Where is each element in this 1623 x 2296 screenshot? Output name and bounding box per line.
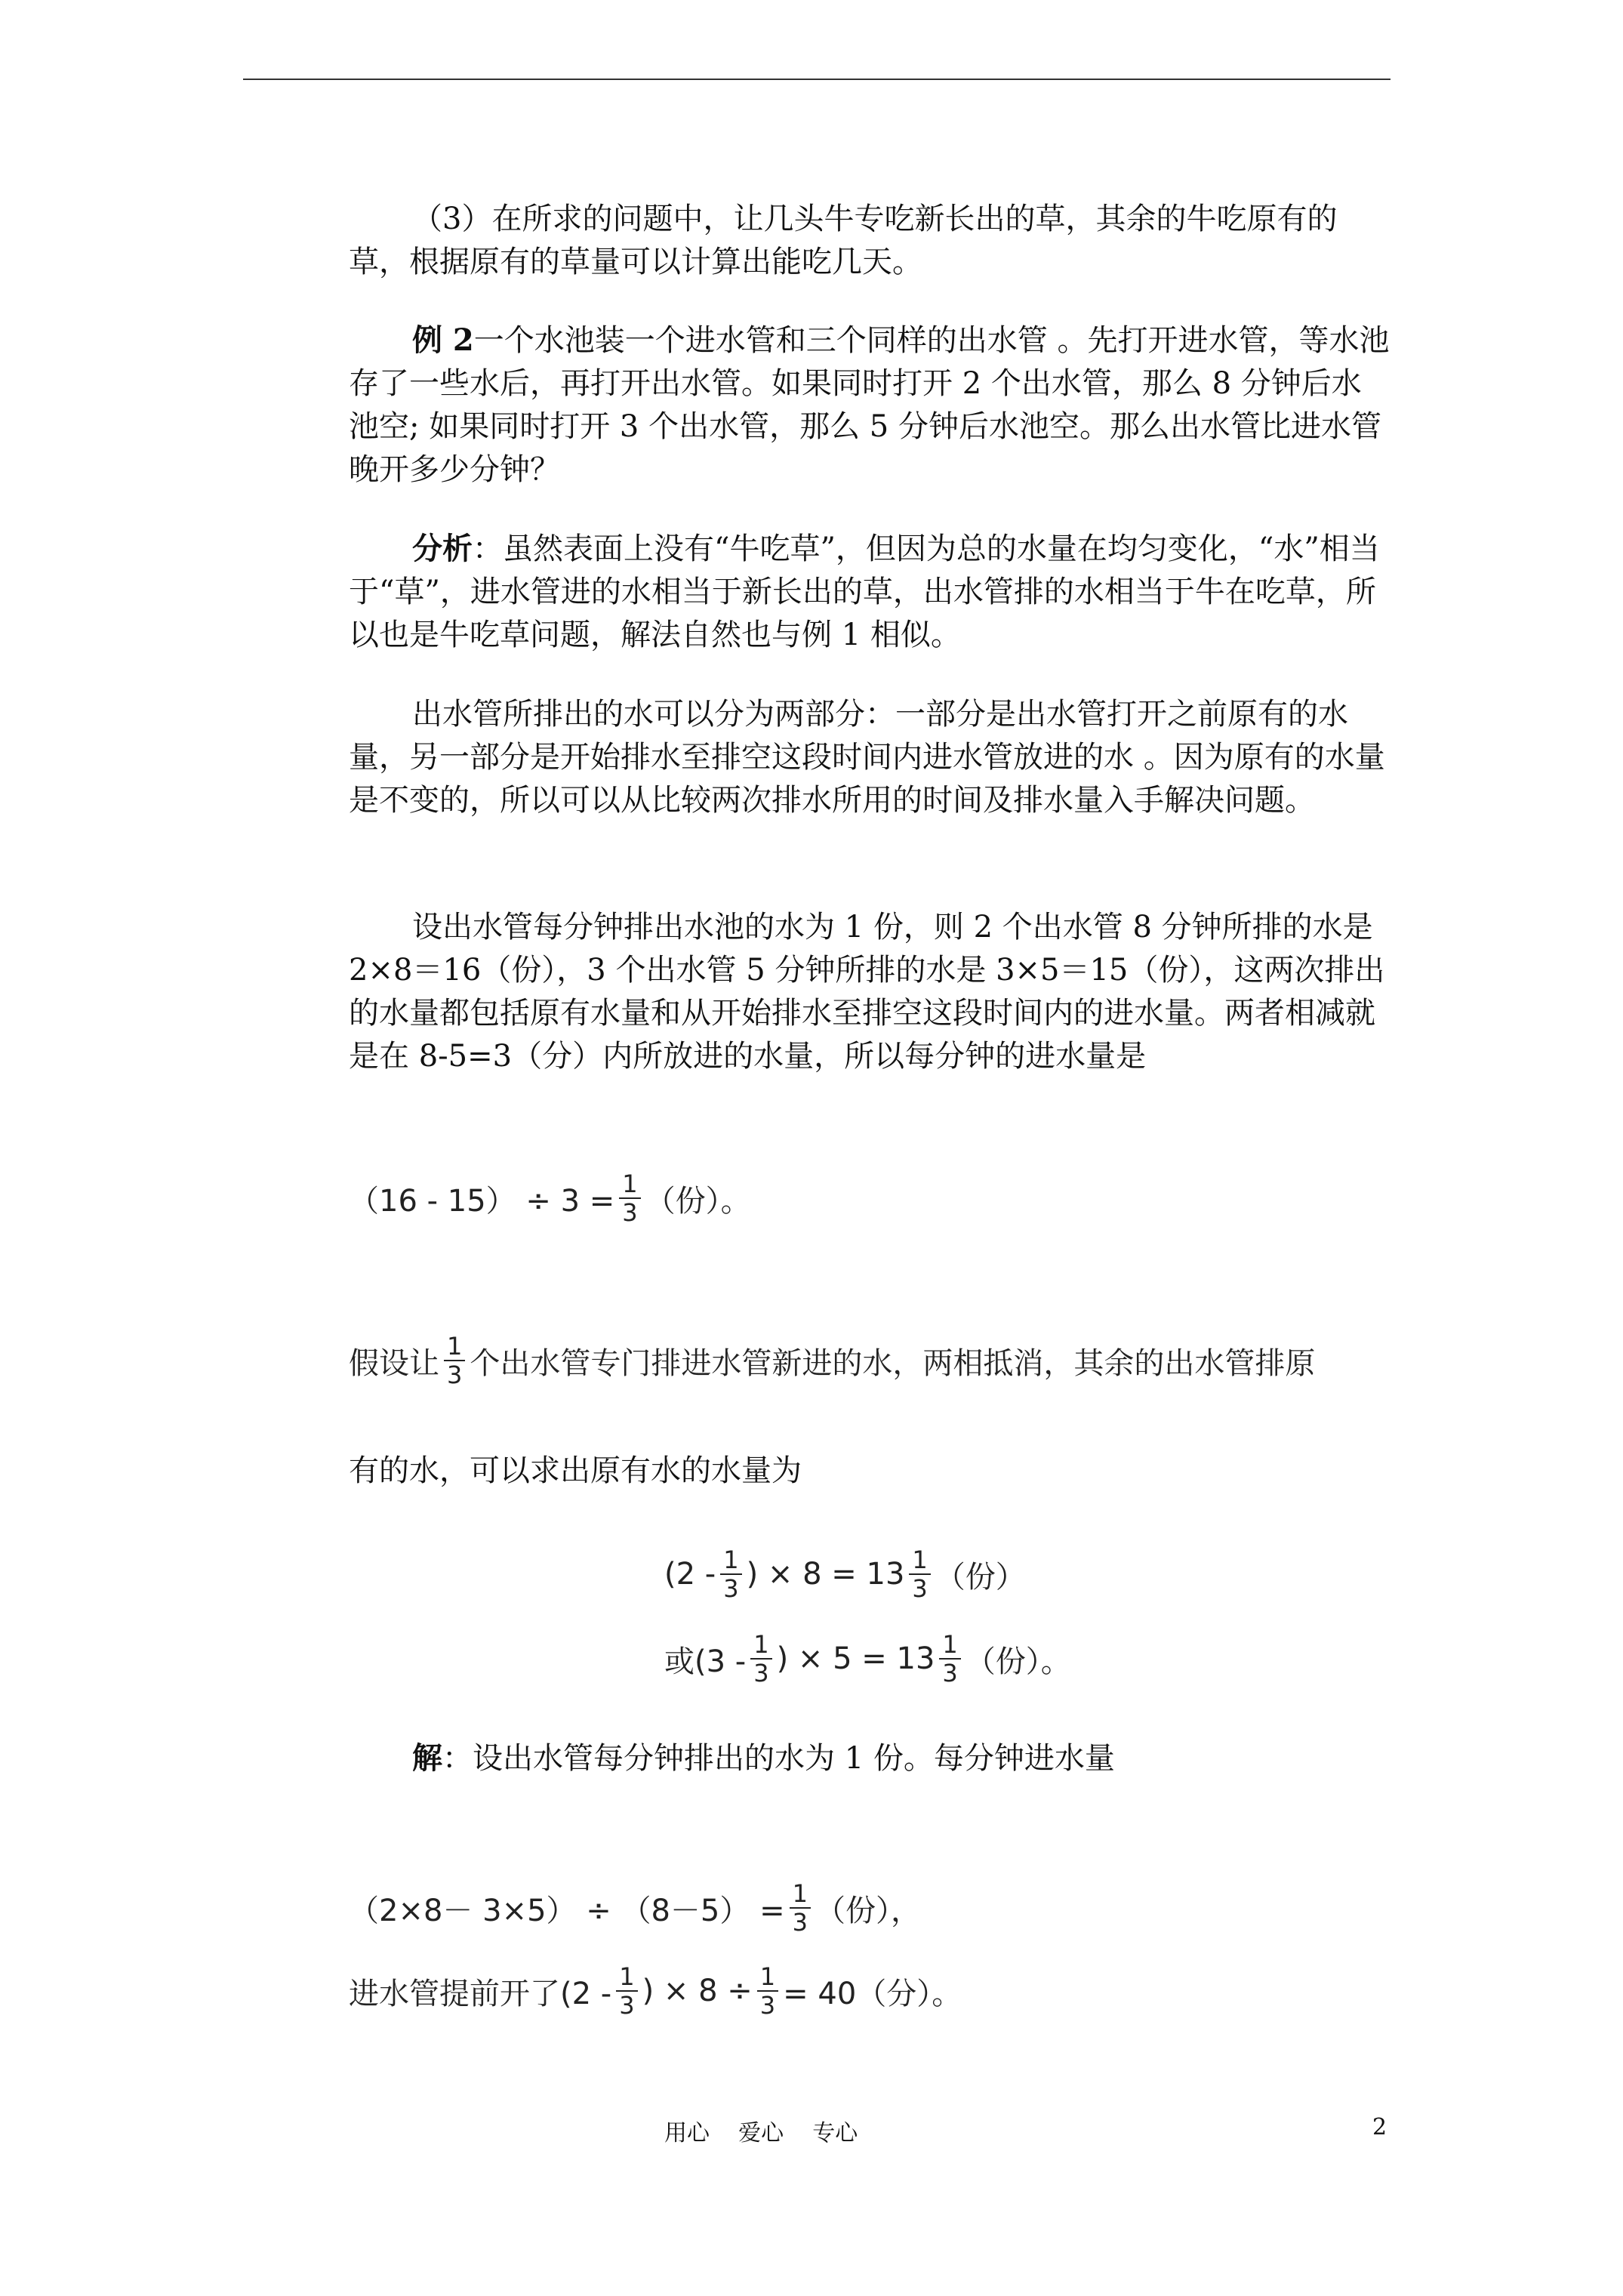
suppose-line: 假设让 $\frac{1}{3}$ 个出水管专门排进水管新进的水，两相抵消，其余的出水管排原 bbox=[349, 1332, 1316, 1389]
drain-text: 出水管所排出的水可以分为两部分：一部分是出水管打开之前原有的水量，另一部分是开始排水至排空这段时间内进水管放进的水 。因为原有的水量是不变的，所以可以从比较两次排水所用的时间及排水量入手解决问题。 bbox=[349, 697, 1385, 818]
solution-label: 解 bbox=[412, 1740, 442, 1776]
example-text: 一个水池装一个进水管和三个同样的出水管 。先打开进水管，等水池存了一些水后，再打开出水管。如果同时打开 2 个出水管，那么 8 分钟后水池空; 如果同时打开 3 个出水管，那么 5 分钟后水池空。那么出水管比进水管晚开多少分钟？ bbox=[349, 323, 1390, 487]
fraction: $\frac{1}{3}$ bbox=[757, 1963, 778, 2019]
header-rule bbox=[243, 79, 1390, 80]
paragraph-assume bbox=[349, 906, 1390, 1078]
paragraph-example-2 bbox=[349, 319, 1390, 492]
paragraph-analysis bbox=[349, 527, 1390, 657]
paragraph-drain bbox=[349, 693, 1390, 822]
solution-text: ：设出水管每分钟排出的水为 1 份。每分钟进水量 bbox=[442, 1741, 1115, 1776]
assume-text: 设出水管每分钟排出水池的水为 1 份，则 2 个出水管 8 分钟所排的水是 2×8＝16（份），3 个出水管 5 分钟所排的水是 3×5＝15（份），这两次排出的水量都包括原有水量和从开始排水至排空这段时间内的进水量。两者相减就是在 8-5=3（分）内所放进的水量，所以每分钟的进水量是 bbox=[349, 910, 1385, 1074]
page-number: 2 bbox=[1372, 2114, 1387, 2140]
equation-left: （16 - 15） ÷ 3 = bbox=[349, 1183, 615, 1219]
fraction: $\frac{1}{3}$ bbox=[720, 1546, 741, 1602]
equation-original-1: (2 - $\frac{1}{3}$ ) × 8 = 13 $\frac{1}{3}$ （份） bbox=[664, 1546, 1026, 1603]
example-label: 例 2 bbox=[412, 322, 474, 358]
fraction: $\frac{1}{3}$ bbox=[750, 1631, 771, 1687]
equation-solution-answer: 进水管提前开了(2 - $\frac{1}{3}$ ) × 8 ÷ $\frac{1}{3}$ = 40（分）。 bbox=[349, 1962, 962, 2020]
paragraph-solution bbox=[349, 1737, 1390, 1780]
original-water-text: 有的水，可以求出原有水的水量为 bbox=[349, 1453, 802, 1488]
equation-original-2: 或(3 - $\frac{1}{3}$ ) × 5 = 13 $\frac{1}{3}$ （份）。 bbox=[664, 1630, 1071, 1687]
footer-motto: 用心 爱心 专心 bbox=[664, 2120, 858, 2147]
fraction: $\frac{1}{3}$ bbox=[939, 1631, 960, 1687]
fraction: $\frac{1}{3}$ bbox=[616, 1963, 637, 2019]
paragraph-text: （3）在所求的问题中，让几头牛专吃新长出的草，其余的牛吃原有的草，根据原有的草量可以计算出能吃几天。 bbox=[349, 202, 1338, 279]
fraction: $\frac{1}{3}$ bbox=[619, 1170, 640, 1226]
equation-inflow-rate bbox=[349, 1170, 751, 1226]
analysis-text: ：虽然表面上没有“牛吃草”，但因为总的水量在均匀变化，“水”相当于“草”，进水管进的水相当于新长出的草，出水管排的水相当于牛在吃草，所以也是牛吃草问题，解法自然也与例 1 相似。 bbox=[349, 532, 1380, 652]
equation-unit: （份）。 bbox=[645, 1183, 751, 1219]
fraction: $\frac{1}{3}$ bbox=[909, 1546, 930, 1602]
fraction: $\frac{1}{3}$ bbox=[790, 1880, 811, 1936]
equation-solution-rate: （2×8－ 3×5） ÷ （8－5） = $\frac{1}{3}$ （份）， bbox=[349, 1879, 921, 1937]
paragraph-original-water bbox=[349, 1450, 1390, 1493]
fraction: $\frac{1}{3}$ bbox=[444, 1333, 465, 1388]
analysis-label: 分析 bbox=[412, 531, 473, 566]
paragraph-condition-3 bbox=[349, 198, 1390, 284]
